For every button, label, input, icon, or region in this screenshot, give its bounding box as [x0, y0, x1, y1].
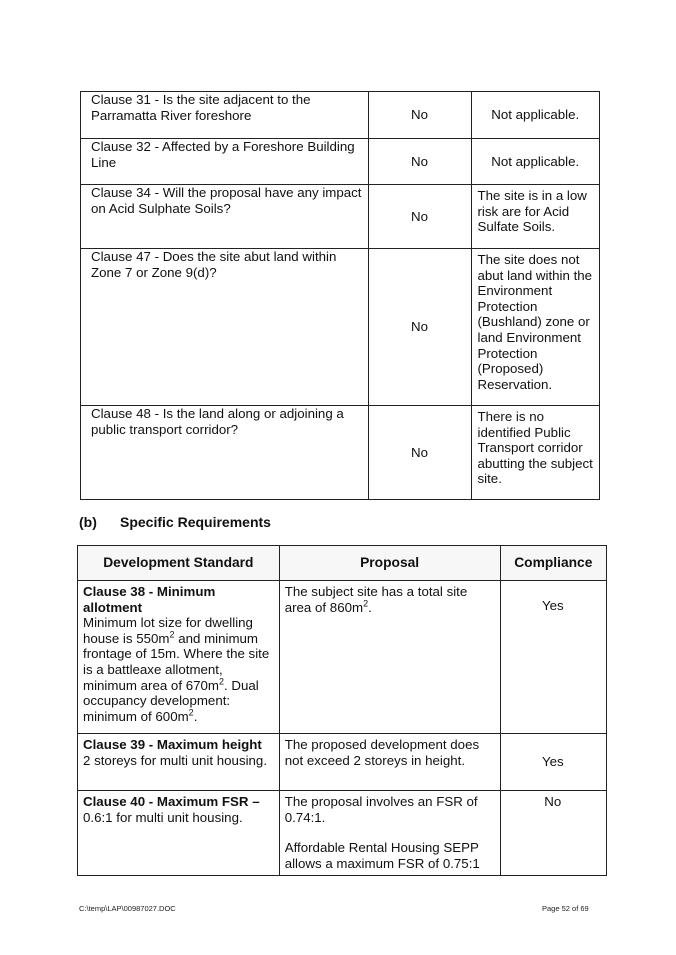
comment-cell: Not applicable.	[471, 92, 600, 139]
standard-cell	[78, 734, 280, 791]
table-row	[78, 734, 607, 791]
answer-cell: No	[368, 139, 471, 185]
comment-cell: There is no identified Public Transport corridor abutting the subject site.	[471, 406, 600, 500]
answer-cell: No	[368, 185, 471, 249]
clause-cell: Clause 48 - Is the land along or adjoining a public transport corridor?	[81, 406, 369, 500]
answer-cell: No	[368, 92, 471, 139]
proposal-cell: The proposed development does not exceed 2 storeys in height.	[279, 734, 500, 791]
table-row	[81, 139, 600, 185]
answer-cell: No	[368, 249, 471, 406]
section-title: Specific Requirements	[120, 514, 271, 530]
table-row	[78, 791, 607, 876]
proposal-cell: The proposal involves an FSR of 0.74:1. Affordable Rental Housing SEPP allows a maximum FSR of 0.75:1	[279, 791, 500, 876]
clause-cell: Clause 34 - Will the proposal have any impact on Acid Sulphate Soils?	[81, 185, 369, 249]
clause-cell: Clause 32 - Affected by a Foreshore Building Line	[81, 139, 369, 185]
header-compliance: Compliance	[500, 546, 606, 581]
footer-page-number: Page 52 of 69	[542, 904, 589, 913]
standard-text: 2 storeys for multi unit housing.	[83, 752, 268, 768]
section-number: (b)	[79, 514, 97, 530]
compliance-cell: No	[500, 791, 606, 876]
footer-file-path: C:\temp\LAP\00987027.DOC	[79, 904, 176, 913]
table-row	[81, 406, 600, 500]
comment-cell: The site does not abut land within the Environment Protection (Bushland) zone or land Environment Protection (Proposed) Reservation.	[471, 249, 600, 406]
table-row	[78, 581, 607, 734]
table-row	[81, 92, 600, 139]
clause-title: Clause 39 - Maximum height	[83, 737, 262, 752]
compliance-cell: Yes	[500, 581, 606, 734]
section-heading	[79, 514, 271, 530]
compliance-cell: Yes	[500, 734, 606, 791]
standard-text: Minimum lot size for dwelling house is $550m^2$ and minimum frontage of 15m. Where the site is a battleaxe allotment, minimum area of $670m^2$. Dual occupancy development: minimum of $600m^2$.	[83, 615, 270, 724]
table-header-row	[78, 546, 607, 581]
answer-cell: No	[368, 406, 471, 500]
clause-cell: Clause 31 - Is the site adjacent to the Parramatta River foreshore	[81, 92, 369, 139]
comment-cell: Not applicable.	[471, 139, 600, 185]
clause-title: Clause 38 - Minimum allotment	[83, 584, 216, 615]
comment-cell: The site is in a low risk are for Acid Sulfate Soils.	[471, 185, 600, 249]
standard-text: 0.6:1 for multi unit housing.	[83, 809, 243, 825]
specific-requirements-table	[77, 545, 607, 876]
standard-cell	[78, 791, 280, 876]
table-row	[81, 185, 600, 249]
header-development-standard: Development Standard	[78, 546, 280, 581]
planning-clauses-table	[80, 91, 600, 500]
header-proposal: Proposal	[279, 546, 500, 581]
table-row	[81, 249, 600, 406]
clause-title: Clause 40 - Maximum FSR –	[83, 794, 260, 809]
proposal-cell: The subject site has a total site area of $860m^2$.	[279, 581, 500, 734]
standard-cell	[78, 581, 280, 734]
clause-cell: Clause 47 - Does the site abut land within Zone 7 or Zone 9(d)?	[81, 249, 369, 406]
